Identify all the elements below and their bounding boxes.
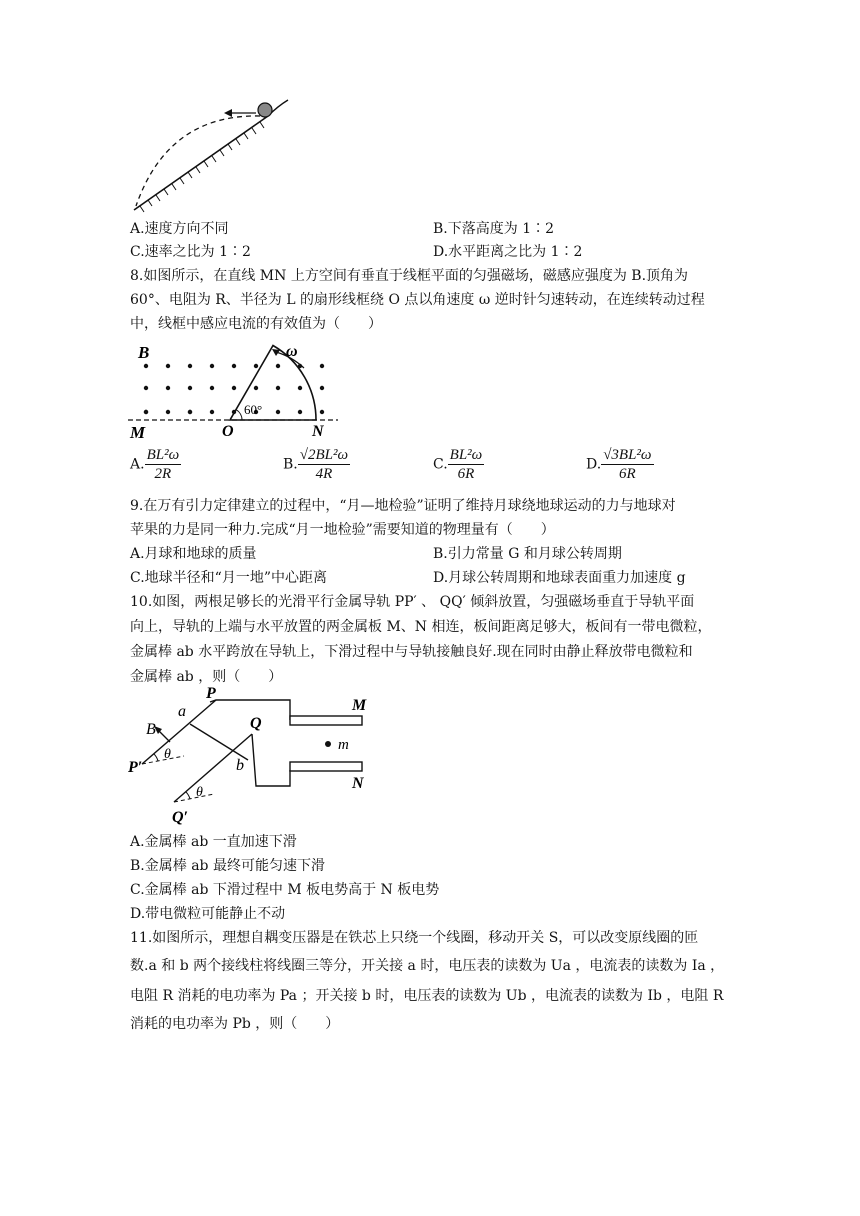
q8-option-c: C. $\frac{\text{BL²ω}}{6R}$: [433, 447, 483, 482]
q11-stem-line3: 电阻 R 消耗的电功率为 Pa ；开关接 b 时，电压表的读数为 Ub ，电流表的读数为 Ib ，电阻 R: [130, 988, 724, 1004]
q8-stem-line3: 中，线框中感应电流的有效值为（ ）: [130, 316, 382, 332]
plate-label-m: M: [352, 697, 367, 714]
rod-end-b: b: [236, 757, 244, 774]
q10-option-a: A.金属棒 ab 一直加速下滑: [130, 834, 297, 850]
q11-stem-line2: 数.a 和 b 两个接线柱将线圈三等分，开关接 a 时，电压表的读数为 Ua ，电流表的读数为 Ia ，: [130, 958, 725, 974]
angle-label: 60°: [244, 402, 263, 417]
plate-label-n: N: [352, 775, 364, 792]
q11-stem-line1: 11.如图所示，理想自耦变压器是在铁芯上只绕一个线圈，移动开关 S，可以改变原线圈的匝: [130, 930, 699, 946]
q10-stem-line2: 向上，导轨的上端与水平放置的两金属板 M、N 相连，板间距离足够大，板间有一带电微粒，: [130, 619, 712, 635]
q9-option-a: A.月球和地球的质量: [130, 546, 257, 562]
field-label-b: B: [146, 721, 156, 738]
q10-stem-line4: 金属棒 ab ，则（ ）: [130, 669, 283, 685]
point-label-o: O: [222, 423, 234, 440]
q10-option-d: D.带电微粒可能静止不动: [130, 906, 286, 922]
q8-stem-line2: 60°、电阻为 R、半径为 L 的扇形线框绕 O 点以角速度 ω 逆时针匀速转动，在连续转动过程: [130, 292, 705, 308]
q11-stem-line4: 消耗的电功率为 Pb ，则（ ）: [130, 1016, 340, 1032]
q10-stem-line3: 金属棒 ab 水平跨放在导轨上，下滑过程中与导轨接触良好.现在同时由静止释放带电微粒和: [130, 644, 693, 660]
q7-option-c: C.速率之比为 1∶2: [130, 244, 251, 260]
q9-option-b: B.引力常量 G 和月球公转周期: [433, 546, 622, 562]
q9-option-d: D.月球公转周期和地球表面重力加速度 g: [433, 570, 686, 586]
point-label-n: N: [312, 423, 324, 440]
q9-stem-line1: 9.在万有引力定律建立的过程中，“月—地检验”证明了维持月球绕地球运动的力与地球对: [130, 498, 676, 514]
q8-stem-line1: 8.如图所示，在直线 MN 上方空间有垂直于线框平面的匀强磁场，磁感应强度为 B.顶角为: [130, 268, 689, 284]
rail-label-q: Q: [250, 715, 262, 732]
rail-label-q-prime: Q′: [172, 809, 189, 826]
point-label-m: M: [130, 423, 146, 440]
field-label-b: B: [138, 343, 150, 362]
q7-option-a: A.速度方向不同: [130, 221, 229, 237]
omega-label: ω: [286, 343, 298, 360]
q10-option-b: B.金属棒 ab 最终可能匀速下滑: [130, 858, 325, 874]
incline-ball-figure: [128, 96, 298, 216]
q8-option-d: D. $\frac{\text{√3BL²ω}}{6R}$: [586, 447, 652, 482]
rod-end-a: a: [178, 703, 186, 720]
q10-stem-line1: 10.如图，两根足够长的光滑平行金属导轨 PP′ 、 QQ′ 倾斜放置，匀强磁场垂直于导轨平面: [130, 594, 695, 610]
q8-option-b: B. $\frac{\text{√2BL²ω}}{4R}$: [283, 447, 349, 482]
q7-option-b: B.下落高度为 1∶2: [433, 221, 555, 237]
q10-option-c: C.金属棒 ab 下滑过程中 M 板电势高于 N 板电势: [130, 882, 440, 898]
rails-capacitor-figure: [128, 686, 378, 828]
angle-theta-top: θ: [164, 747, 171, 762]
rail-label-p: P: [206, 686, 216, 702]
q8-option-a: A. $\frac{\text{BL²ω}}{2R}$: [130, 447, 180, 482]
rail-label-p-prime: P′: [128, 759, 143, 776]
particle-label-m: m: [338, 737, 349, 753]
q9-stem-line2: 苹果的力是同一种力.完成“月一地检验”需要知道的物理量有（ ）: [130, 522, 555, 538]
q9-option-c: C.地球半径和“月一地”中心距离: [130, 570, 327, 586]
angle-theta-bottom: θ: [196, 785, 203, 800]
sector-frame-figure: [128, 336, 343, 440]
q7-option-d: D.水平距离之比为 1∶2: [433, 244, 583, 260]
